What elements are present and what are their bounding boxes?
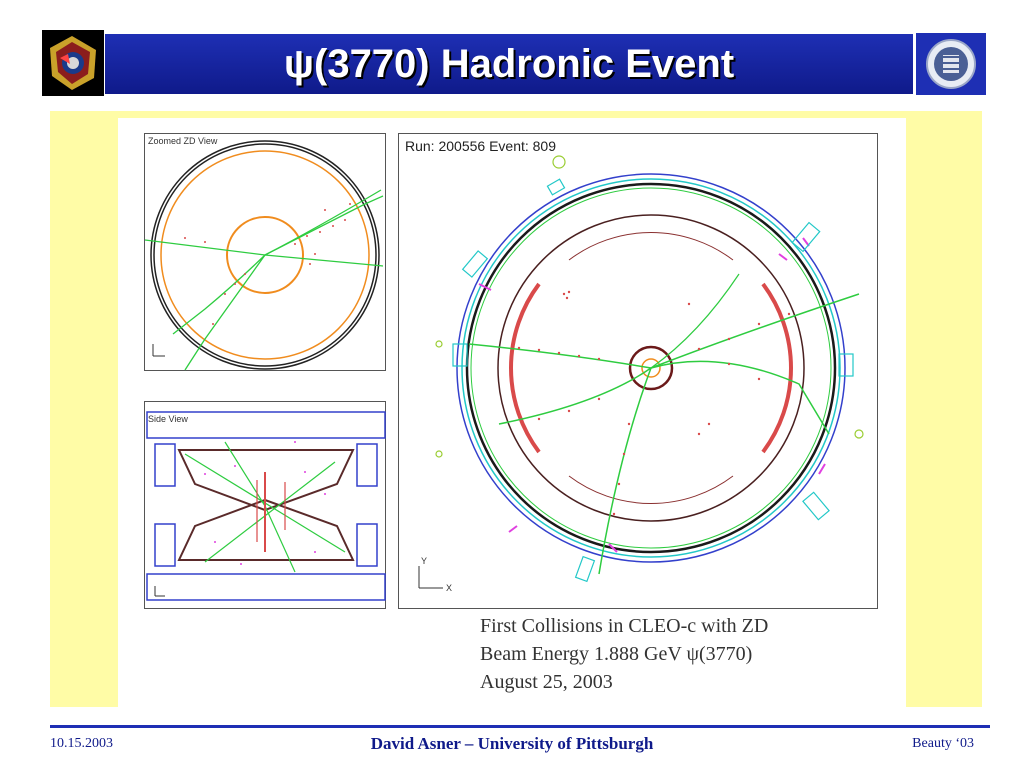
event-display-figure: [118, 118, 906, 708]
event-display-panel: [398, 133, 878, 609]
axis-y-label: Y: [421, 556, 428, 566]
axis-x-label: X: [446, 583, 453, 593]
zoomed-zd-view-panel: [144, 133, 386, 371]
side-view-graphic: [145, 402, 387, 610]
footer-date: 10.15.2003: [50, 736, 113, 751]
run-event-label: Run: 200556 Event: 809: [405, 138, 557, 154]
footer-rule: [50, 725, 990, 728]
cleo-detector-logo: [42, 30, 104, 96]
footer-event: Beauty ‘03: [912, 736, 974, 751]
side-view-label: Side View: [148, 414, 188, 424]
event-display-graphic: [399, 134, 879, 610]
title-bar: [105, 34, 913, 94]
caption-line-1: First Collisions in CLEO-c with ZD: [480, 615, 769, 637]
zoomed-zd-view-graphic: [145, 134, 387, 372]
zoomed-zd-view-label: Zoomed ZD View: [148, 136, 218, 146]
university-seal-logo: [916, 33, 986, 95]
caption-line-3: August 25, 2003: [480, 671, 613, 693]
side-view-panel: [144, 401, 386, 609]
caption-line-2: Beam Energy 1.888 GeV ψ(3770): [480, 643, 753, 665]
slide-title: ψ(3770) Hadronic Event: [283, 42, 735, 86]
footer-author: David Asner – University of Pittsburgh: [370, 734, 654, 753]
